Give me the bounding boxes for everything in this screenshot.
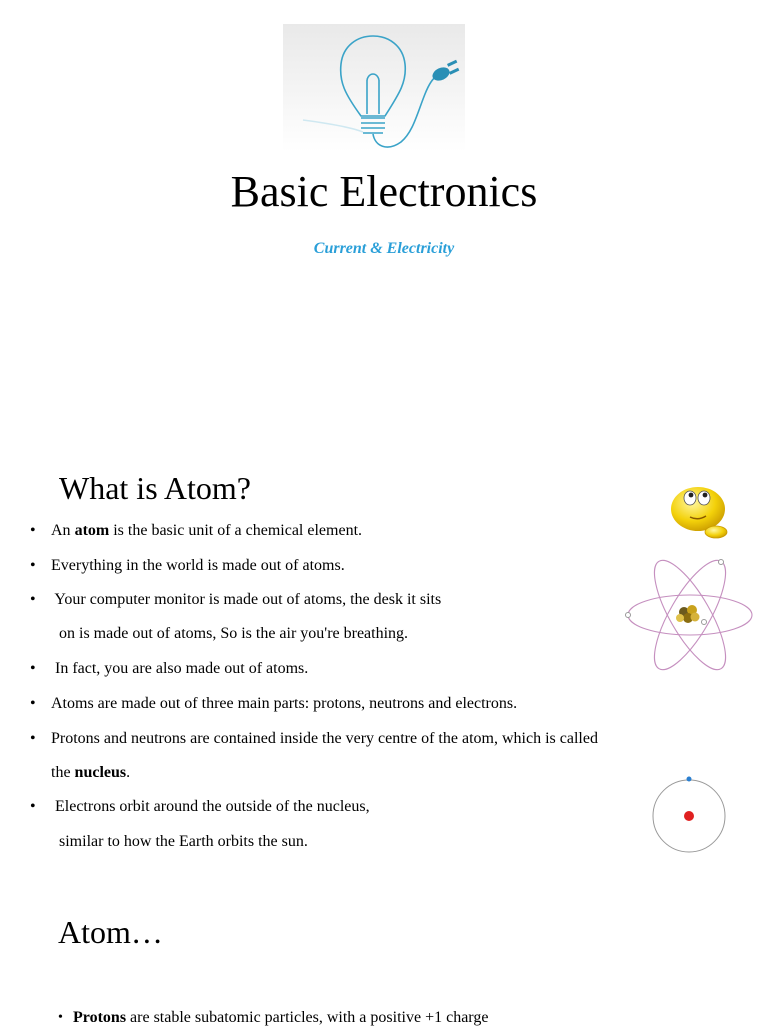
page-title: Basic Electronics — [230, 167, 538, 216]
section-heading: What is Atom? — [59, 470, 251, 506]
section-heading-2: Atom… — [58, 914, 163, 950]
light-bulb-icon — [283, 24, 465, 152]
bold-term: atom — [74, 522, 110, 539]
thinking-smiley-icon — [668, 484, 732, 542]
subtitle: Current & Electricity — [313, 240, 455, 257]
bold-term: nucleus — [74, 764, 127, 781]
atom-orbit-icon — [622, 556, 758, 674]
simple-orbit-icon — [640, 770, 740, 862]
bold-term: Protons — [73, 1009, 127, 1026]
